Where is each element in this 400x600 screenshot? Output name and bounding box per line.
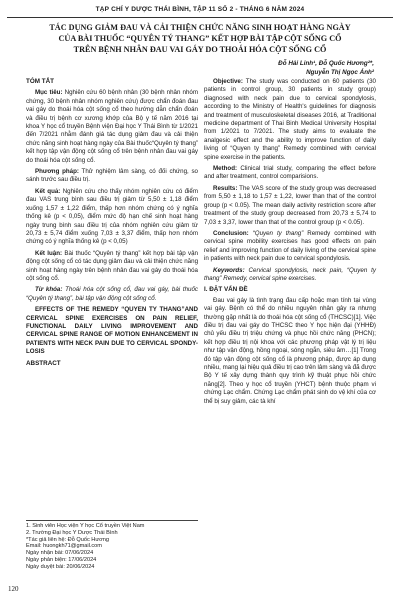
en-results-text: The VAS score of the study group was decreased from 5,50 ± 1,18 to 1,57 ± 1,22, lower than that of the control group (p < 0.05). The mean daily activity restriction score after treatment of the study group decreased from 20,73 ± 5,74 to 7,03 ± 3,37, lower than that of the control group (p < 0.05). [204,184,376,226]
vi-keywords-label: Từ khóa: [35,286,63,294]
vi-objective-text: Nghiên cứu 60 bệnh nhân (30 bệnh nhân nhóm chứng, 30 bệnh nhân nhóm nghiên cứu) được chẩn đoán đau vai gáy do thoái hóa cột sống cổ theo hướng dẫn chẩn đoán và điều trị bệnh cơ xương khớp của Bộ y tế năm 2016 tại khoa Y học cổ truyền Bệnh viện Đại học Y Thái Bình từ 1/2021 đến 7/2021 nhằm đánh giá tác dụng giảm đau và cải thiện chức năng sinh hoạt hàng ngày của Bài thuốc“Quyên tý thang” kết hợp tập vận động cột sống cổ trên bệnh nhân đau vai gáy do thoái hóa cột sống cổ. [26,89,199,164]
vi-method [26,168,198,185]
footnote-rule [26,520,198,521]
section-paragraph: Đau vai gáy là tình trạng đau cấp hoặc mạn tính tại vùng vai gáy. Bệnh có thể do nhiều nguyên nhân gây ra nhưng thường gặp nhất là do thoái hóa cột sống cổ (THCSC)[1]. Việc điều trị đau vai gáy do THCSC theo Y học hiện đại (YHHĐ) chủ yếu điều trị triệu chứng và phục hồi chức năng (PHCN); kết hợp điều trị nội khoa với các phương pháp vật lý trị liệu như tập vận động, hồng ngoại, sóng ngắn, siêu âm…[1] Trong đó tập vận động cột sống cổ là phương pháp, được áp dụng nhiều, mang lại hiệu quả điều trị cao trên lâm sàng và đã được Bộ Y tế xây dựng thành quy trình kỹ thuật phục hồi chức năng[2]. Theo y học cổ truyền (YHCT) bệnh thuộc phạm vi chứng Lạc chẩm. Chứng Lạc chẩm phát sinh do vệ khí của cơ thể bị suy giảm, các tà khí [204,296,376,405]
en-conclusion [204,230,376,264]
section-heading: I. ĐẶT VẤN ĐỀ [204,286,248,294]
en-results [204,185,376,227]
en-objective [204,78,376,162]
vi-objective-label: Mục tiêu: [35,89,63,97]
vi-method-text: Thử nghiệm lâm sàng, có đối chứng, so sánh trước sau điều trị. [26,168,199,184]
vi-keywords-text: Thoái hóa cột sống cổ, đau vai gáy, bài thuốc “Quyên tý thang”, bài tập vận động cột sống cổ. [26,286,199,302]
title-line-3: TRÊN BỆNH NHÂN ĐAU VAI GÁY DO THOÁI HÓA CỘT SỐNG CỔ [73,45,327,54]
author-list [278,59,374,77]
vi-results-label: Kết quả: [35,187,61,195]
footnote-corresponding-author: *Tác giả liên hệ: Đỗ Quốc Hương [26,536,109,543]
left-column [26,78,198,368]
en-objective-label: Objective: [213,78,243,85]
running-head: TẠP CHÍ Y DƯỢC THÁI BÌNH, TẬP 11 SỐ 2 - THÁNG 6 NĂM 2024 [95,6,305,13]
page-number: 120 [8,585,19,593]
footnote-review-date: Ngày phản biện: 17/06/2024 [26,556,97,563]
footnote-affiliation-2: 2. Trường Đại học Y Dược Thái Bình [26,529,118,536]
footnote-accepted-date: Ngày duyệt bài: 20/06/2024 [26,563,95,570]
title-line-2: CỦA BÀI THUỐC “QUYÊN TÝ THANG” KẾT HỢP BÀI TẬP CỘT SỐNG CỔ [58,34,342,43]
vi-objective [26,89,198,165]
vi-conclusion-text: Bài thuốc “Quyên tý thang” kết hợp bài tập vận động cột sống cổ có tác dụng giảm đau và cải thiện chức năng sinh hoạt hàng ngày trên bệnh nhân đau vai gáy do thoái hóa cột sống cổ. [26,249,199,282]
title-line-1: TÁC DỤNG GIẢM ĐAU VÀ CẢI THIỆN CHỨC NĂNG SINH HOẠT HÀNG NGÀY [49,23,351,32]
footnote-email: Email: huongkh71@gmail.com [26,543,102,550]
vi-keywords [26,286,198,303]
en-keywords-label: Keywords: [213,266,245,274]
en-results-label: Results: [213,184,238,192]
header-rule [7,17,393,18]
en-method-label: Method: [213,165,238,173]
en-conclusion-text: Remedy combined with cervical spine mobility exercises has good effects on pain relief and improving function of daily living of the cervical spine in patients with neck pain due to cervical spondylosis. [204,229,376,263]
vi-results-text: Nghiên cứu cho thấy nhóm nghiên cứu có điểm đau VAS trung bình sau điều trị giảm từ 5,50 ± 1,18 điểm xuống 1,57 ± 1,22 điểm, thấp hơn nhóm chứng có ý nghĩa thống kê (p < 0,05), điểm mức độ hạn chế sinh hoạt hàng ngày trung bình sau điều trị của nhóm nghiên cứu giảm từ 20,73 ± 5,74 điểm xuống 7,03 ± 3,37 điểm, thấp hơn nhóm chứng có ý nghĩa thống kê (p < 0,05) [26,187,198,246]
en-conclusion-remedy: “Quyen ty thang” [248,229,304,237]
en-keywords [204,267,376,284]
vi-results [26,188,198,247]
abstract-heading: ABSTRACT [26,359,61,367]
vi-method-label: Phương pháp: [35,168,79,176]
footnote-received-date: Ngày nhận bài: 07/06/2024 [26,550,94,557]
vi-conclusion [26,250,198,284]
vi-conclusion-label: Kết luận: [35,249,63,257]
en-objective-text: The study was conducted on 60 patients (30 patients in control group, 30 patients in study group) diagnosed with neck pain due to cervical spondylosis, according to the Ministry of Health's guidelines for diagnosis and treatment of musculoskeletal diseases 2016, at Traditional medicine department of Thai Binh Medical University Hospital from 1/2021 to 7/2021. The study aims to evaluate the analgesic effect and the ability to improve function of daily living of “Quyen ty thang” Remedy combined with cervical spine exercise in the patients. [204,78,376,161]
summary-heading: TÓM TẮT [26,78,54,85]
en-method [204,165,376,182]
en-conclusion-label: Conclusion: [213,229,249,237]
english-title: EFFECTS OF THE REMEDY “QUYEN TY THANG”AND CERVICAL SPINE EXERCISES ON PAIN RELIEF, FUNCTIONAL DAILY LIVING IMPROVEMENT AND CERVICAL SPINE RANGE OF MOTION ENHANCEMENT IN PATIENTS WITH NECK PAIN DUE TO CERVICAL SPONDY-LOSIS [26,306,198,356]
en-method-text: Clinical trial study, comparing the effect before and after treatment, control comparisions. [204,165,376,181]
footnote-affiliation-1: 1. Sinh viên Học viện Y học Cổ truyền Việt Nam [26,523,145,529]
article-title [10,22,390,55]
authors-line-1: Đỗ Hải Linh¹, Đỗ Quốc Hương²*, [278,60,374,67]
footnotes [26,520,198,571]
en-keywords-text: Cervical spondylosis, neck pain, “Quyen ty thang” Remedy, cervical spine exercises. [204,266,376,282]
authors-line-2: Nguyễn Thị Ngọc Ánh² [306,69,374,76]
right-column [204,78,376,409]
